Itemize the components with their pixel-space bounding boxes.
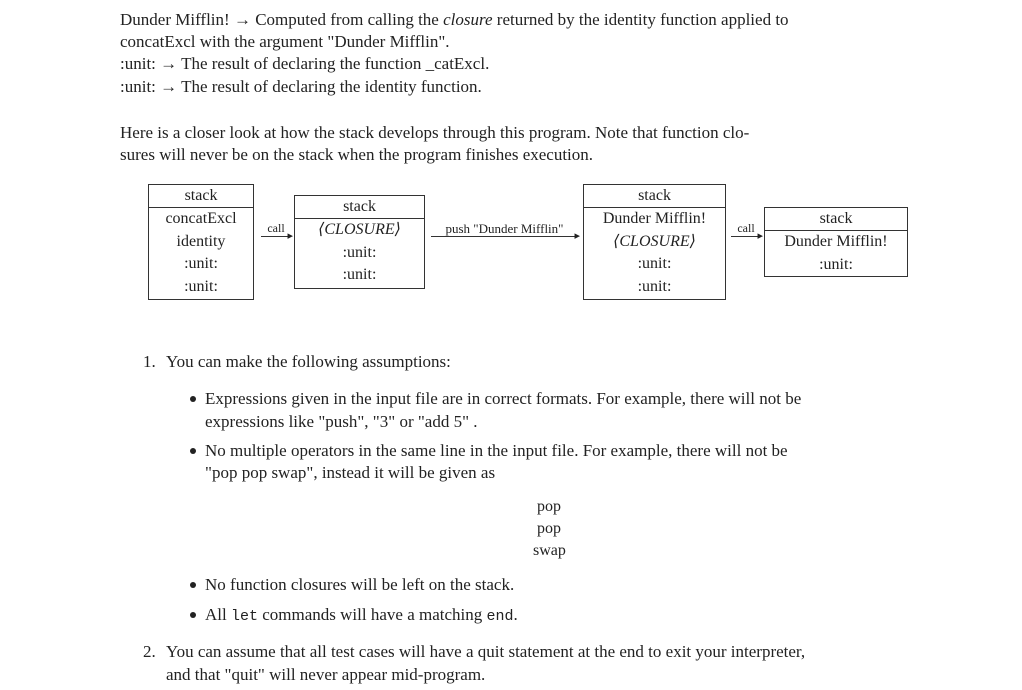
- bullet-1-line-1: Expressions given in the input file are in correct formats. For example, there will not be: [205, 389, 802, 408]
- para-line-2: sures will never be on the stack when the program finishes execution.: [120, 145, 594, 164]
- stack-item: :unit:: [184, 277, 218, 295]
- stack-item: :unit:: [637, 277, 672, 295]
- list-item-2-line-1: You can assume that all test cases will have a quit statement at the end to exit your interpreter,: [166, 642, 806, 661]
- intro-emphasis: closure: [443, 10, 493, 29]
- bullet-4-text-part: commands will have a matching: [258, 605, 487, 624]
- stack-item: concatExcl: [165, 210, 237, 227]
- stack-box-1: [148, 184, 254, 300]
- bullet-1-line-2: expressions like "push", "3" or "add 5" .: [205, 412, 478, 431]
- stack-header: stack: [765, 208, 907, 231]
- stack-item: :unit:: [637, 255, 672, 272]
- bullet-3-text: No function closures will be left on the stack.: [205, 575, 515, 594]
- intro-text: returned by the identity function applied to: [492, 10, 789, 29]
- list-number-2: 2.: [143, 642, 156, 661]
- call-arrow-2: call ▸: [731, 221, 761, 241]
- intro-line-1: [120, 9, 789, 31]
- list-number-1: 1.: [143, 352, 156, 371]
- stack-header: stack: [295, 196, 424, 219]
- stack-item-closure: ⟨CLOSURE⟩: [613, 232, 696, 250]
- code-line: pop: [537, 520, 561, 537]
- stack-item: identity: [176, 232, 226, 250]
- intro-line-2: concatExcl with the argument "Dunder Mifflin".: [120, 32, 450, 51]
- arrow-label: call: [267, 221, 285, 235]
- bullet-4-text-part: .: [513, 605, 518, 624]
- arrow-label: call: [737, 221, 755, 235]
- stack-box-2: [294, 195, 425, 289]
- code-keyword-let: let: [230, 608, 258, 625]
- intro-text: Dunder Mifflin! → Computed from calling the: [120, 10, 444, 29]
- stack-item: Dunder Mifflin!: [784, 233, 888, 250]
- code-line: pop: [537, 498, 561, 515]
- stack-item: :unit:: [342, 243, 377, 261]
- stack-item-closure: ⟨CLOSURE⟩: [318, 221, 401, 238]
- bullet-dot: [190, 612, 196, 618]
- list-item-1-text: You can make the following assumptions:: [166, 352, 451, 371]
- code-line: swap: [533, 542, 566, 559]
- bullet-2-line-2: "pop pop swap", instead it will be given as: [205, 463, 496, 482]
- call-arrow-1: call ▸: [261, 221, 291, 241]
- stack-header: stack: [149, 185, 253, 208]
- bullet-4-text: [205, 604, 518, 628]
- push-arrow: push "Dunder Mifflin" ▸: [431, 221, 578, 241]
- stack-item: Dunder Mifflin!: [602, 210, 707, 227]
- stack-box-3: [583, 184, 726, 300]
- arrow-label: push "Dunder Mifflin": [445, 221, 564, 236]
- bullet-2-line-1: No multiple operators in the same line in the input file. For example, there will not be: [205, 441, 788, 460]
- stack-box-4: [764, 207, 908, 277]
- code-keyword-end: end: [486, 608, 514, 625]
- intro-line-3: :unit: → The result of declaring the function _catExcl.: [120, 54, 490, 73]
- list-item-2-line-2: and that "quit" will never appear mid-program.: [166, 665, 486, 684]
- stack-header: stack: [584, 185, 725, 208]
- bullet-dot: [190, 396, 196, 402]
- stack-item: :unit:: [819, 255, 853, 273]
- bullet-4-text-part: All: [205, 605, 231, 624]
- stack-item: :unit:: [184, 255, 218, 272]
- para-line-1: Here is a closer look at how the stack develops through this program. Note that function clo-: [120, 123, 750, 142]
- bullet-dot: [190, 448, 196, 454]
- stack-item: :unit:: [342, 266, 377, 283]
- bullet-dot: [190, 582, 196, 588]
- intro-line-4: :unit: → The result of declaring the identity function.: [120, 77, 482, 96]
